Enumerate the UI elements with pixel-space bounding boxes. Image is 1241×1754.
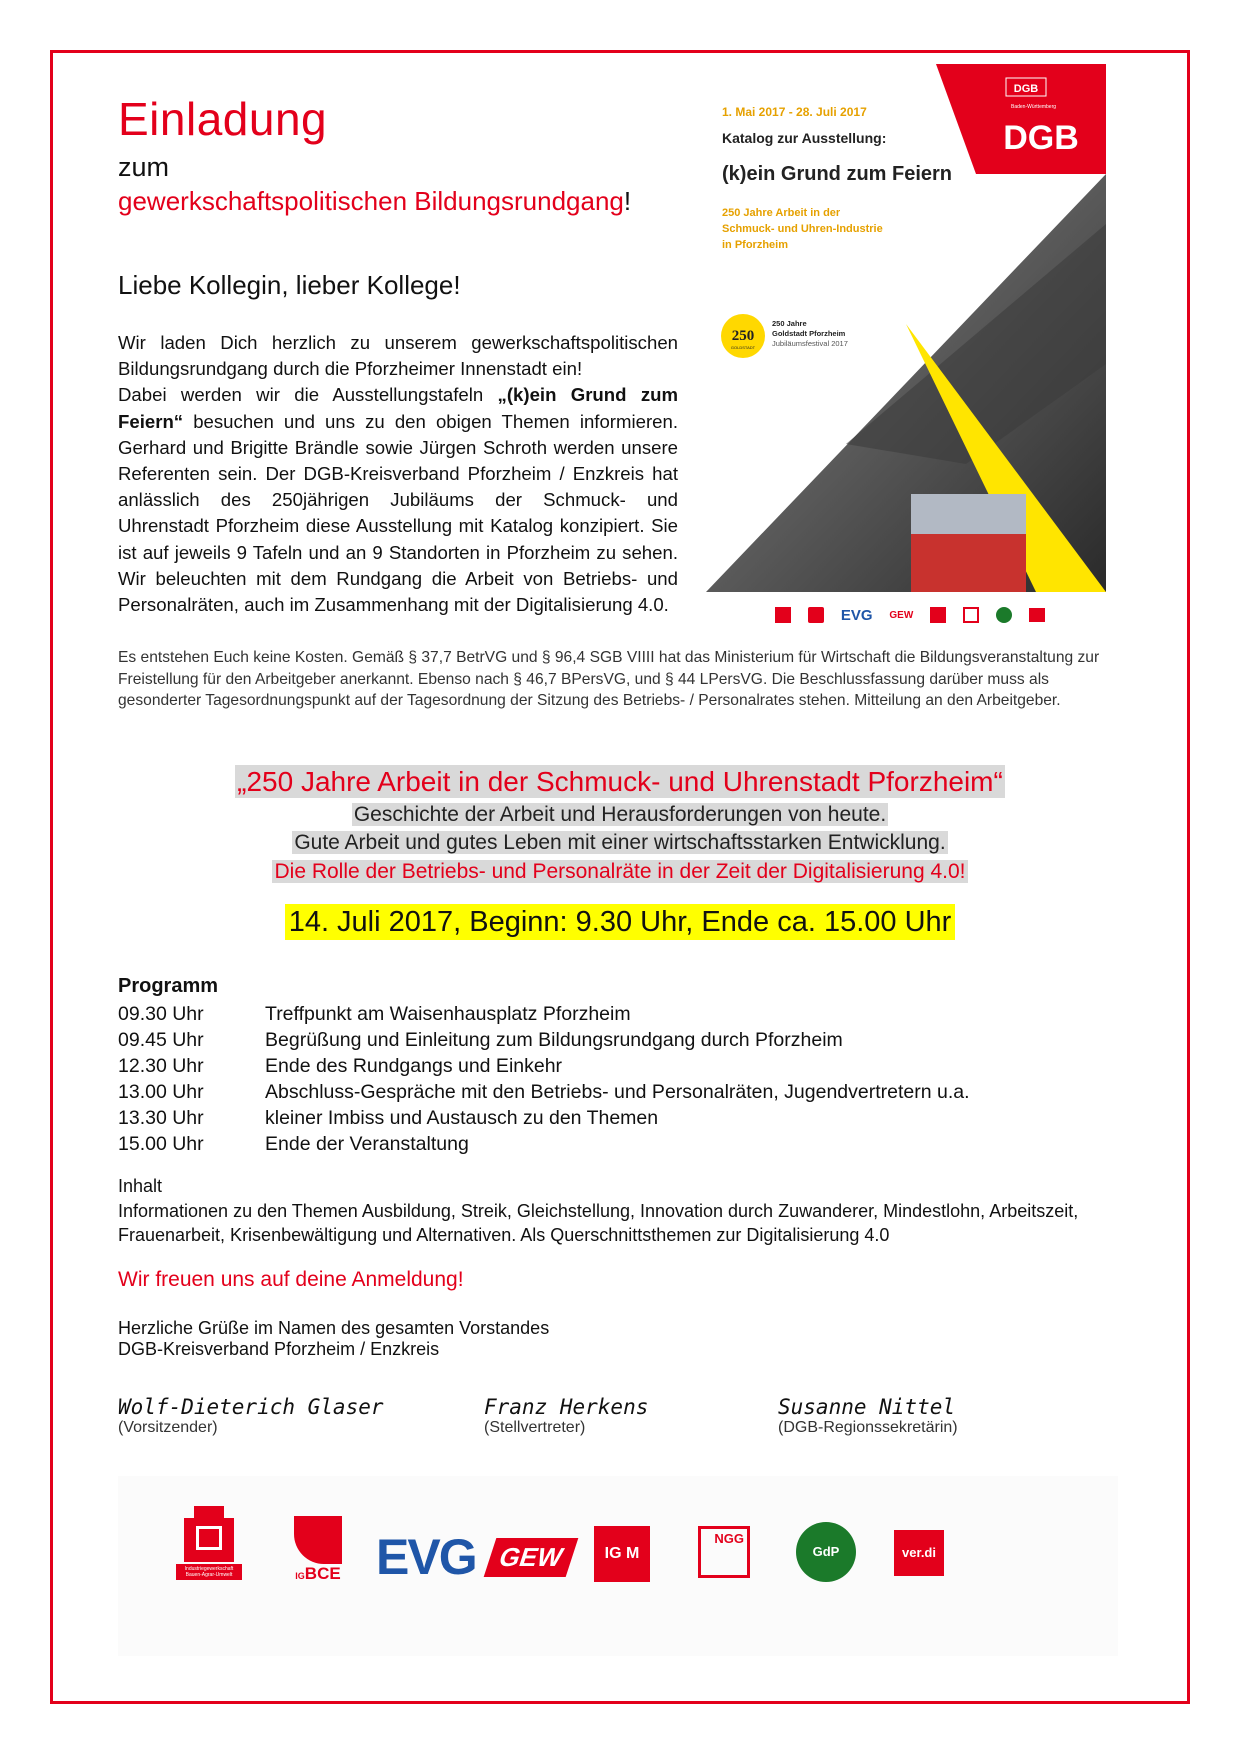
- mini-igm-logo: [930, 607, 946, 623]
- mini-bau-logo: [775, 607, 791, 623]
- event-title: [118, 766, 1122, 798]
- ig-bau-logo: [176, 1518, 242, 1580]
- mini-igbce-logo: [808, 607, 824, 623]
- program-list: [118, 1001, 1118, 1157]
- cover-dates: 1. Mai 2017 - 28. Juli 2017: [722, 105, 867, 119]
- signature-role: (Stellvertreter): [484, 1419, 586, 1436]
- mini-ngg-logo: [963, 607, 979, 623]
- catalog-cover-graphic: [706, 64, 1106, 592]
- evg-logo: EVG: [376, 1529, 476, 1585]
- mini-gew-logo: GEW: [889, 609, 914, 621]
- program-text: Begrüßung und Einleitung zum Bildungsrundgang durch Pforzheim: [265, 1028, 843, 1051]
- verdi-logo: ver.di: [894, 1530, 944, 1576]
- union-logo-strip: [118, 1476, 1118, 1656]
- cover-color-photo-crowd: [911, 534, 1026, 592]
- program-text: Ende des Rundgangs und Einkehr: [265, 1054, 563, 1077]
- cover-250-small: GOLDSTADT: [730, 345, 756, 350]
- intro-p2c: besuchen und uns zu den obigen Themen informieren. Gerhard und Brigitte Brändle sowie Jürgen Schroth werden unsere Referenten sein. Der DGB-Kreisverband Pforzheim / Enzkreis hat anlässlich des 250jährigen Jubiläums der Schmuck- und Uhrenstadt Pforzheim diese Ausstellung mit Katalog konzipiert. Sie ist auf jeweils 9 Tafeln und an 9 Standorten in Pforzheim zu sehen. Wir beleuchten mit dem Rundgang die Arbeit von Betriebs- und Personalräten, auch im Zusammenhang mit der Digitalisierung 4.0.: [118, 410, 678, 616]
- cover-dgb-small: DGB: [1013, 83, 1039, 95]
- signature-block-2: [484, 1395, 648, 1437]
- event-line-1: [118, 803, 1122, 827]
- cover-dgb-logo: DGB: [1003, 119, 1079, 157]
- signature-role: (DGB-Regionssekretärin): [778, 1419, 958, 1436]
- intro-p1: Wir laden Dich herzlich zu unserem gewerkschaftspolitischen Bildungsrundgang durch die Pforzheimer Innenstadt ein!: [118, 332, 678, 380]
- ig-bau-caption-2: Bauen-Agrar-Umwelt: [185, 1572, 233, 1578]
- ngg-logo: NGG: [698, 1526, 750, 1578]
- ig-bau-mark: [184, 1518, 234, 1562]
- cover-fest-1: 250 Jahre: [772, 319, 807, 328]
- ig-bce-name: BCE: [304, 1564, 341, 1583]
- event-date-text: 14. Juli 2017, Beginn: 9.30 Uhr, Ende ca. 15.00 Uhr: [285, 904, 956, 940]
- program-item: [118, 1105, 1118, 1131]
- cover-250-number: 250: [731, 328, 755, 344]
- ig-bau-caption: [176, 1564, 242, 1580]
- cover-fest-3: Jubiläumsfestival 2017: [772, 339, 848, 348]
- event-line-3: [118, 860, 1122, 884]
- content-text: Informationen zu den Themen Ausbildung, Streik, Gleichstellung, Innovation durch Zuwanderer, Mindestlohn, Arbeitszeit, Frauenarbeit, Krisenbewältigung und Alternativen. Als Querschnittsthemen zur Digitalisierung 4.0: [118, 1201, 1079, 1245]
- ig-bce-prefix: IG: [295, 1571, 305, 1581]
- program-item: [118, 1027, 1118, 1053]
- ig-bce-text: [288, 1564, 348, 1584]
- program-time: 09.45 Uhr: [118, 1028, 204, 1051]
- legal-notice: Es entstehen Euch keine Kosten. Gemäß § 37,7 BetrVG und § 96,4 SGB VIIII hat das Ministerium für Wirtschaft die Bildungsveranstaltung zur Freistellung für den Arbeitgeber anerkannt. Ebenso nach § 46,7 BPersVG, und § 44 LPersVG. Die Beschlussfassung darüber muss als gesonderter Tagesordnungspunkt auf der Tagesordnung der Sitzung des Betriebs- / Personalrates stehen. Mitteilung an den Arbeitgeber.: [118, 649, 1100, 709]
- exhibition-name: „(k)ein Grund zum Feiern“: [118, 384, 679, 432]
- program-item: [118, 1131, 1118, 1157]
- mini-evg-logo: EVG: [840, 606, 873, 624]
- signature-role: (Vorsitzender): [118, 1419, 218, 1436]
- signature-name: Franz Herkens: [484, 1395, 649, 1419]
- event-line-1-text: Geschichte der Arbeit und Herausforderungen von heute.: [353, 803, 887, 826]
- event-line-3-text: Die Rolle der Betriebs- und Personalräte in der Zeit der Digitalisierung 4.0!: [274, 860, 966, 883]
- event-date: [118, 906, 1122, 939]
- mini-verdi-logo: [1029, 608, 1045, 622]
- cover-katalog: Katalog zur Ausstellung:: [722, 130, 887, 146]
- ig-bau-caption-1: Industriegewerkschaft: [184, 1566, 234, 1572]
- registration-call: Wir freuen uns auf deine Anmeldung!: [118, 1268, 464, 1291]
- program-time: 12.30 Uhr: [118, 1054, 204, 1077]
- gew-logo: GEW: [484, 1538, 579, 1577]
- signature-block-3: [778, 1395, 958, 1437]
- program-time: 15.00 Uhr: [118, 1132, 204, 1155]
- program-text: Treffpunkt am Waisenhausplatz Pforzheim: [265, 1002, 631, 1025]
- content-heading: Inhalt: [118, 1176, 163, 1196]
- cover-title: (k)ein Grund zum Feiern: [722, 163, 953, 185]
- program-item: [118, 1079, 1118, 1105]
- title-zum: zum: [118, 152, 170, 182]
- event-title-text: „250 Jahre Arbeit in der Schmuck- und Uhrenstadt Pforzheim“: [237, 766, 1003, 797]
- program-text: Ende der Veranstaltung: [265, 1132, 469, 1155]
- mini-gdp-logo: [996, 607, 1012, 623]
- catalog-cover: [706, 64, 1106, 592]
- signature-name: Wolf-Dieterich Glaser: [118, 1395, 384, 1419]
- subtitle-text: gewerkschaftspolitischen Bildungsrundgang: [118, 186, 624, 216]
- ig-bce-mark: [294, 1516, 342, 1564]
- subtitle-exclamation: !: [623, 186, 632, 216]
- cover-fest-2: Goldstadt Pforzheim: [772, 329, 846, 338]
- program-time: 13.00 Uhr: [118, 1080, 204, 1103]
- gdp-logo: GdP: [796, 1522, 856, 1582]
- event-line-2: [118, 831, 1122, 855]
- mini-union-logos: [775, 600, 1045, 630]
- ig-metall-logo: IG M: [594, 1526, 650, 1582]
- signature-block-1: [118, 1395, 384, 1437]
- program-item: [118, 1001, 1118, 1027]
- intro-p2a: Dabei werden wir die Ausstellungstafeln: [118, 384, 498, 406]
- cover-sub2: Schmuck- und Uhren-Industrie: [722, 223, 883, 235]
- greeting: Liebe Kollegin, lieber Kollege!: [118, 270, 461, 300]
- program-heading: Programm: [118, 975, 219, 997]
- closing-line-1: Herzliche Grüße im Namen des gesamten Vorstandes: [118, 1318, 550, 1338]
- cover-dgb-region: Baden-Württemberg: [1011, 104, 1057, 110]
- signature-name: Susanne Nittel: [778, 1395, 956, 1419]
- event-line-2-text: Gute Arbeit und gutes Leben mit einer wirtschaftsstarken Entwicklung.: [294, 831, 946, 854]
- program-time: 13.30 Uhr: [118, 1106, 204, 1129]
- program-item: [118, 1053, 1118, 1079]
- cover-sub1: 250 Jahre Arbeit in der: [722, 207, 841, 219]
- program-text: Abschluss-Gespräche mit den Betriebs- und Personalräten, Jugendvertretern u.a.: [265, 1080, 970, 1103]
- closing-greeting: [118, 1318, 549, 1360]
- page-title: Einladung: [118, 93, 328, 145]
- page-subtitle: [118, 186, 631, 217]
- program-time: 09.30 Uhr: [118, 1002, 204, 1025]
- closing-line-2: DGB-Kreisverband Pforzheim / Enzkreis: [118, 1339, 440, 1359]
- cover-sub3: in Pforzheim: [722, 239, 789, 251]
- program-text: kleiner Imbiss und Austausch zu den Themen: [265, 1106, 659, 1129]
- intro-paragraph: [118, 330, 678, 618]
- ig-bce-logo: [288, 1516, 348, 1584]
